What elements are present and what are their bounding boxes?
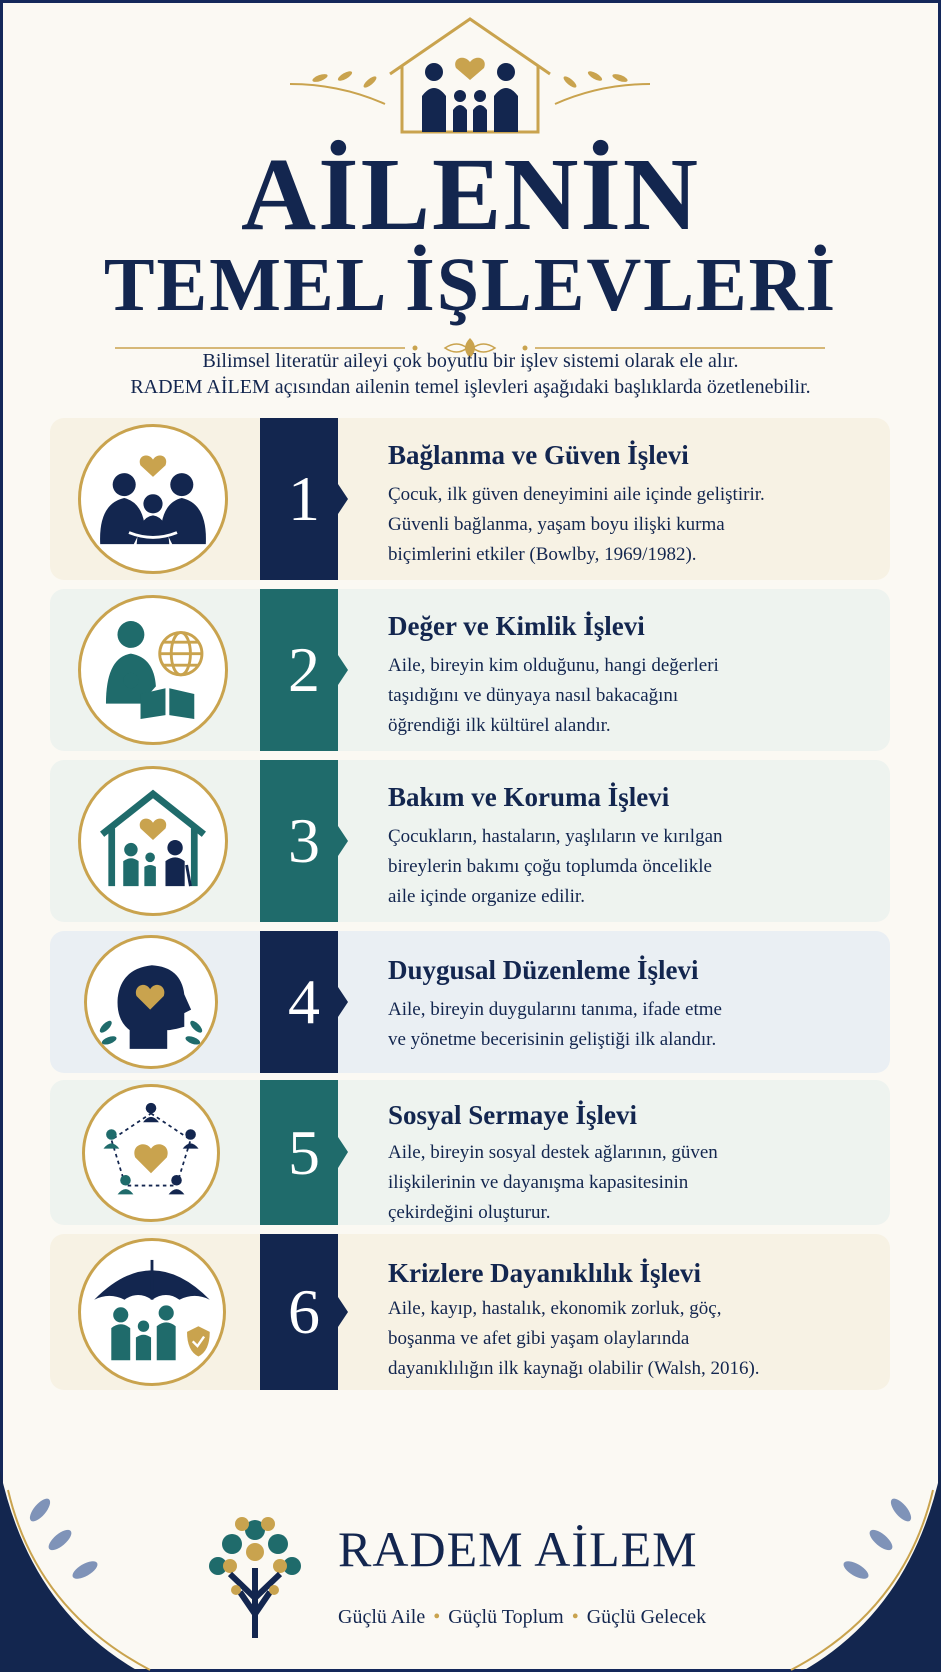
function-description-3: Çocukların, hastaların, yaşlıların ve kırılgan bireylerin bakımı çoğu toplumda öncelikle aile içinde organize edilir. xyxy=(388,826,723,907)
function-title-3: Bakım ve Koruma İşlevi xyxy=(388,782,670,812)
function-card-5 xyxy=(50,1080,890,1225)
umbrella-family-icon xyxy=(78,1238,226,1386)
function-card-1 xyxy=(50,418,890,580)
network-heart-icon xyxy=(82,1084,220,1222)
function-card-3 xyxy=(50,760,890,922)
step-number-2: 2 xyxy=(260,589,348,751)
page-title-line1: AİLENİN xyxy=(241,137,700,252)
function-title-2: Değer ve Kimlik İşlevi xyxy=(388,611,645,641)
step-number-5: 5 xyxy=(260,1080,348,1225)
function-title-1: Bağlanma ve Güven İşlevi xyxy=(388,440,689,470)
step-number-4: 4 xyxy=(260,931,348,1073)
function-title-6: Krizlere Dayanıklılık İşlevi xyxy=(388,1258,701,1288)
brand-name: RADEM AİLEM xyxy=(338,1521,698,1577)
function-description-2: Aile, bireyin kim olduğunu, hangi değerleri taşıdığını ve dünyaya nasıl bakacağını öğrendiği ilk kültürel alandır. xyxy=(388,655,719,736)
function-card-6 xyxy=(50,1234,890,1390)
step-number-6: 6 xyxy=(260,1234,348,1390)
house-family-icon xyxy=(78,766,228,916)
function-description-1: Çocuk, ilk güven deneyimini aile içinde geliştirir. Güvenli bağlanma, yaşam boyu ilişki kurma biçimlerini etkiler (Bowlby, 1969/1982). xyxy=(388,484,765,565)
function-card-4 xyxy=(50,931,890,1073)
parent-child-globe-book-icon xyxy=(78,595,228,745)
intro-text-line2: RADEM AİLEM açısından ailenin temel işlevleri aşağıdaki başlıklarda özetlenebilir. xyxy=(130,376,811,398)
family-hug-icon xyxy=(78,424,228,574)
function-title-5: Sosyal Sermaye İşlevi xyxy=(388,1100,637,1130)
step-number-1: 1 xyxy=(260,418,348,580)
house-family-logo-icon xyxy=(290,14,650,144)
function-card-2 xyxy=(50,589,890,751)
page-title-line2: TEMEL İŞLEVLERİ xyxy=(103,243,838,327)
brand-tagline: Güçlü Aile • Güçlü Toplum • Güçlü Gelecek xyxy=(338,1606,707,1628)
tree-logo-icon xyxy=(200,1508,310,1648)
function-description-6: Aile, kayıp, hastalık, ekonomik zorluk, göç, boşanma ve afet gibi yaşam olaylarında dayanıklılığın ilk kaynağı olabilir (Walsh, 2016). xyxy=(388,1298,760,1379)
head-heart-icon xyxy=(84,935,218,1069)
intro-text-line1: Bilimsel literatür aileyi çok boyutlu bir işlev sistemi olarak ele alır. xyxy=(202,350,739,372)
function-title-4: Duygusal Düzenleme İşlevi xyxy=(388,955,699,985)
step-number-3: 3 xyxy=(260,760,348,922)
function-description-5: Aile, bireyin sosyal destek ağlarının, güven ilişkilerinin ve dayanışma kapasitesinin çekirdeğini oluşturur. xyxy=(388,1142,718,1223)
function-description-4: Aile, bireyin duygularını tanıma, ifade etme ve yönetme becerisinin geliştiği ilk alandır. xyxy=(388,999,722,1050)
